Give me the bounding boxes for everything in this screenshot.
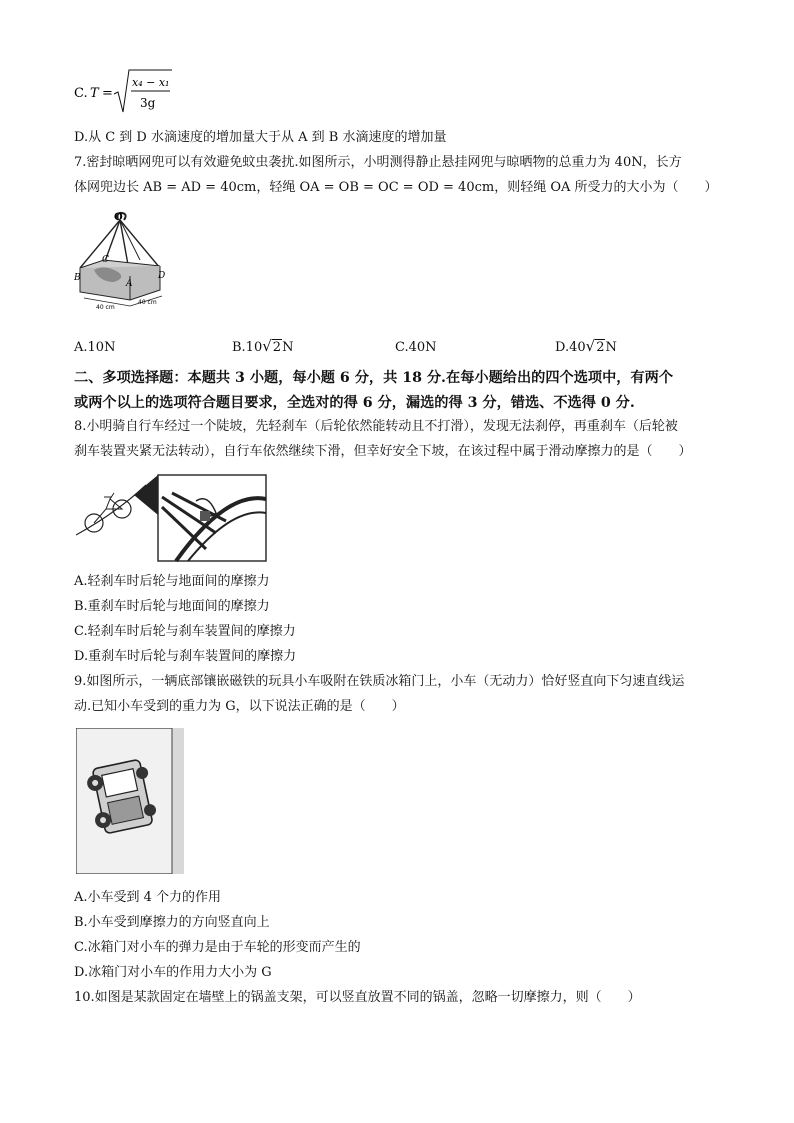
q9-option-c: C.冰箱门对小车的弹力是由于车轮的形变而产生的 <box>74 940 361 955</box>
q6-option-c-denominator: 3g <box>140 96 156 110</box>
q7-option-b-unit: N <box>282 340 294 355</box>
q9-toy-car-fridge-figure <box>76 728 184 874</box>
q7-net-bag-figure <box>74 208 166 312</box>
q7-label-dim2: 40 cm <box>138 299 157 306</box>
q8-option-b: B.重刹车时后轮与地面间的摩擦力 <box>74 599 270 614</box>
section2-heading-line1: 二、多项选择题：本题共 3 小题，每小题 6 分，共 18 分.在每小题给出的四个选项中，有两个 <box>74 370 674 386</box>
q8-option-a: A.轻刹车时后轮与地面间的摩擦力 <box>74 574 270 589</box>
q8-bicycle-brake-figure <box>76 473 268 563</box>
q7-option-c: C.40N <box>395 340 437 355</box>
q9-stem-line2: 动.已知小车受到的重力为 G，以下说法正确的是（ ） <box>74 699 405 714</box>
q6-option-d: D.从 C 到 D 水滴速度的增加量大于从 A 到 B 水滴速度的增加量 <box>74 130 447 145</box>
q7-option-b: B.10√2N <box>232 337 294 355</box>
q9-option-a: A.小车受到 4 个力的作用 <box>74 890 222 905</box>
q7-stem-line1: 7.密封晾晒网兜可以有效避免蚊虫袭扰.如图所示，小明测得静止悬挂网兜与晾晒物的总重力为 40N，长方 <box>74 155 682 170</box>
q7-option-b-prefix: B.10 <box>232 340 263 355</box>
q9-option-d: D.冰箱门对小车的作用力大小为 G <box>74 965 272 980</box>
q6-option-c-formula <box>74 66 184 118</box>
q7-option-d-prefix: D.40 <box>555 340 586 355</box>
q8-option-d: D.重刹车时后轮与刹车装置间的摩擦力 <box>74 649 297 664</box>
q6-option-c-numerator: x₄ − x₁ <box>132 76 170 89</box>
q7-option-d: D.40√2N <box>555 337 617 355</box>
q8-stem-line1: 8.小明骑自行车经过一个陡坡，先轻刹车（后轮依然能转动且不打滑），发现无法刹停，再重刹车（后轮被 <box>74 419 678 434</box>
q7-option-d-radicand: 2 <box>596 340 605 355</box>
section2-heading-line2: 或两个以上的选项符合题目要求，全选对的得 6 分，漏选的得 3 分，错选、不选得 0 分. <box>74 395 635 411</box>
q6-option-c-prefix: C. <box>74 86 88 101</box>
q9-stem-line1: 9.如图所示，一辆底部镶嵌磁铁的玩具小车吸附在铁质冰箱门上，小车（无动力）恰好竖直向下匀速直线运 <box>74 674 685 689</box>
q6-option-c-lhs: T <box>90 86 99 101</box>
q7-label-b: B <box>74 273 81 283</box>
q8-option-c: C.轻刹车时后轮与刹车装置间的摩擦力 <box>74 624 296 639</box>
q7-label-dim1: 40 cm <box>96 304 115 311</box>
q7-stem-line2: 体网兜边长 AB = AD = 40cm，轻绳 OA = OB = OC = OD = 40cm，则轻绳 OA 所受力的大小为（ ） <box>74 180 718 195</box>
q10-stem-line1: 10.如图是某款固定在墙壁上的锅盖支架，可以竖直放置不同的锅盖，忽略一切摩擦力，则（ ） <box>74 990 641 1005</box>
q7-option-d-unit: N <box>605 340 617 355</box>
q7-label-c: C <box>102 255 109 265</box>
q7-label-d: D <box>158 271 166 281</box>
q7-option-b-radicand: 2 <box>272 340 282 355</box>
q7-option-a: A.10N <box>74 340 116 355</box>
q7-label-a: A <box>126 279 133 289</box>
q6-option-c <box>74 66 184 116</box>
q9-option-b: B.小车受到摩擦力的方向竖直向上 <box>74 915 270 930</box>
q8-stem-line2: 刹车装置夹紧无法转动），自行车依然继续下滑，但幸好安全下坡，在该过程中属于滑动摩擦力的是（ ） <box>74 444 692 459</box>
q7-label-o: O <box>114 212 123 223</box>
svg-text:=: = <box>102 86 113 101</box>
